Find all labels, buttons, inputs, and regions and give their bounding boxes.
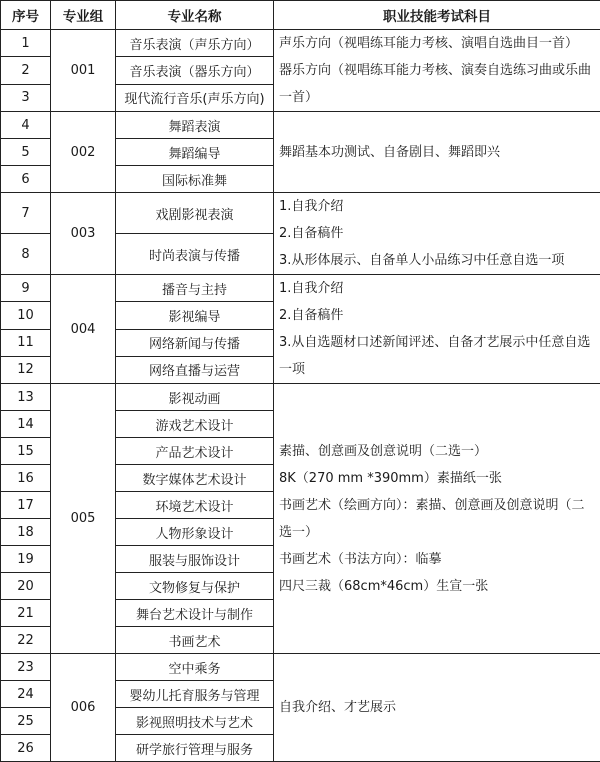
requirement-line: 书画艺术（绘画方向）：素描、创意画及创意说明（二选一） (279, 492, 595, 546)
major-name-cell: 舞蹈编导 (116, 139, 274, 166)
seq-cell: 24 (1, 681, 51, 708)
exam-requirements-cell (274, 384, 600, 654)
seq-cell: 2 (1, 57, 51, 84)
major-name-cell: 产品艺术设计 (116, 438, 274, 465)
seq-cell: 4 (1, 112, 51, 139)
seq-cell: 5 (1, 139, 51, 166)
seq-cell: 25 (1, 708, 51, 735)
exam-requirements-cell (274, 654, 600, 762)
major-name-cell: 音乐表演（声乐方向） (116, 30, 274, 57)
exam-requirements-cell (274, 30, 600, 112)
major-name-cell: 舞台艺术设计与制作 (116, 600, 274, 627)
table-row (1, 193, 600, 234)
header-major: 专业名称 (116, 1, 274, 30)
seq-cell: 14 (1, 411, 51, 438)
seq-cell: 1 (1, 30, 51, 57)
requirement-line: 1.自我介绍 (279, 275, 595, 302)
seq-cell: 6 (1, 166, 51, 193)
requirement-line: 书画艺术（书法方向）：临摹 (279, 546, 595, 573)
requirement-line: 2.自备稿件 (279, 302, 595, 329)
exam-requirements-cell (274, 193, 600, 275)
major-name-cell: 婴幼儿托育服务与管理 (116, 681, 274, 708)
major-name-cell: 服装与服饰设计 (116, 546, 274, 573)
requirement-line: 3.从自选题材口述新闻评述、自备才艺展示中任意自选一项 (279, 329, 595, 383)
requirement-line: 器乐方向（视唱练耳能力考核、演奏自选练习曲或乐曲一首） (279, 57, 595, 111)
group-code-cell: 005 (51, 384, 116, 654)
seq-cell: 10 (1, 302, 51, 329)
seq-cell: 3 (1, 84, 51, 111)
seq-cell: 16 (1, 465, 51, 492)
group-code-cell: 003 (51, 193, 116, 275)
requirement-line: 声乐方向（视唱练耳能力考核、演唱自选曲目一首） (279, 30, 595, 57)
table-row (1, 112, 600, 139)
major-name-cell: 戏剧影视表演 (116, 193, 274, 234)
exam-requirements-cell (274, 112, 600, 193)
major-name-cell: 影视照明技术与艺术 (116, 708, 274, 735)
major-name-cell: 游戏艺术设计 (116, 411, 274, 438)
seq-cell: 12 (1, 356, 51, 383)
group-code-cell: 001 (51, 30, 116, 112)
major-name-cell: 时尚表演与传播 (116, 234, 274, 275)
major-name-cell: 播音与主持 (116, 275, 274, 302)
table-row (1, 275, 600, 302)
requirement-line: 2.自备稿件 (279, 220, 595, 247)
seq-cell: 17 (1, 492, 51, 519)
seq-cell: 20 (1, 573, 51, 600)
seq-cell: 13 (1, 384, 51, 411)
major-name-cell: 影视动画 (116, 384, 274, 411)
major-name-cell: 研学旅行管理与服务 (116, 735, 274, 762)
header-exam-subjects: 职业技能考试科目 (274, 1, 600, 30)
requirement-line: 8K（270 mm *390mm）素描纸一张 (279, 465, 595, 492)
major-name-cell: 数字媒体艺术设计 (116, 465, 274, 492)
requirement-line: 四尺三裁（68cm*46cm）生宣一张 (279, 573, 595, 600)
group-code-cell: 004 (51, 275, 116, 384)
major-name-cell: 空中乘务 (116, 654, 274, 681)
group-code-cell: 002 (51, 112, 116, 193)
major-name-cell: 舞蹈表演 (116, 112, 274, 139)
exam-requirements-cell (274, 275, 600, 384)
seq-cell: 26 (1, 735, 51, 762)
major-name-cell: 国际标准舞 (116, 166, 274, 193)
major-name-cell: 音乐表演（器乐方向） (116, 57, 274, 84)
requirement-line: 素描、创意画及创意说明（二选一） (279, 438, 595, 465)
table-row (1, 654, 600, 681)
major-name-cell: 影视编导 (116, 302, 274, 329)
major-name-cell: 网络直播与运营 (116, 356, 274, 383)
header-seq: 序号 (1, 1, 51, 30)
major-name-cell: 文物修复与保护 (116, 573, 274, 600)
seq-cell: 21 (1, 600, 51, 627)
header-row (1, 1, 600, 30)
group-code-cell: 006 (51, 654, 116, 762)
major-name-cell: 书画艺术 (116, 627, 274, 654)
major-name-cell: 环境艺术设计 (116, 492, 274, 519)
seq-cell: 9 (1, 275, 51, 302)
requirement-line: 舞蹈基本功测试、自备剧目、舞蹈即兴 (279, 139, 595, 166)
seq-cell: 23 (1, 654, 51, 681)
seq-cell: 18 (1, 519, 51, 546)
seq-cell: 11 (1, 329, 51, 356)
requirement-line: 3.从形体展示、自备单人小品练习中任意自选一项 (279, 247, 595, 274)
requirement-line: 自我介绍、才艺展示 (279, 694, 595, 721)
seq-cell: 22 (1, 627, 51, 654)
major-name-cell: 网络新闻与传播 (116, 329, 274, 356)
major-name-cell: 现代流行音乐(声乐方向) (116, 84, 274, 111)
major-name-cell: 人物形象设计 (116, 519, 274, 546)
seq-cell: 15 (1, 438, 51, 465)
requirement-line: 1.自我介绍 (279, 193, 595, 220)
table-row (1, 384, 600, 411)
header-group: 专业组 (51, 1, 116, 30)
seq-cell: 7 (1, 193, 51, 234)
seq-cell: 19 (1, 546, 51, 573)
table-row (1, 30, 600, 57)
seq-cell: 8 (1, 234, 51, 275)
